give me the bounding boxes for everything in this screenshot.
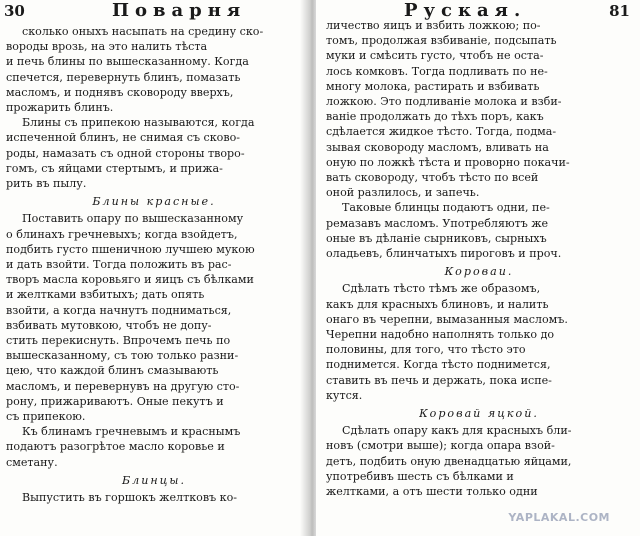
- text-line: зывая сковороду масломъ, вливать на: [326, 140, 549, 154]
- text-line: вышесказанному, съ тою только разни-: [6, 349, 239, 363]
- text-line: прожарить блинъ.: [6, 101, 114, 115]
- text-line: онаго въ черепни, вымазанныя масломъ.: [326, 312, 568, 326]
- text-line: подбить густо пшеничною лучшею мукою: [6, 242, 255, 256]
- text-line: кутся.: [326, 388, 363, 402]
- text-line: подаютъ разогрѣтое масло коровье и: [6, 440, 225, 454]
- right-page-number: 81: [609, 2, 630, 20]
- text-line: оладьевъ, блинчатыхъ пироговъ и проч.: [326, 247, 562, 261]
- text-line: томъ, продолжая взбиваніе, подсыпать: [326, 34, 557, 48]
- text-line: поднимется. Когда тѣсто поднимется,: [326, 358, 551, 372]
- left-page-number: 30: [4, 2, 25, 20]
- text-line: Черепни надобно наполнять только до: [326, 328, 555, 342]
- text-line: ложкою. Это подливаніе молока и взби-: [326, 95, 562, 109]
- text-line: ремазавъ масломъ. Употребляютъ же: [326, 216, 549, 230]
- paragraph: [326, 200, 632, 261]
- text-line: съ припекою.: [6, 410, 86, 424]
- text-line: сдѣлается жидкое тѣсто. Тогда, подма-: [326, 125, 557, 139]
- text-line: многу молока, растирать и взбивать: [326, 79, 540, 93]
- text-line: оную по ложкѣ тѣста и проворно покачи-: [326, 155, 570, 169]
- text-line: рону, прижариваютъ. Оные пекутъ и: [6, 394, 224, 408]
- section-heading: Коровай яцкой.: [419, 407, 539, 421]
- text-line: Къ блинамъ гречневымъ и краснымъ: [22, 425, 241, 439]
- text-line: оной разлилось, и запечь.: [326, 186, 480, 200]
- left-page-text: [6, 24, 302, 505]
- text-line: Сдѣлать тѣсто тѣмъ же образомъ,: [342, 282, 541, 296]
- text-line: масломъ, и поднявъ сковороду вверхъ,: [6, 85, 234, 99]
- left-page: [0, 0, 314, 536]
- text-line: рить въ пылу.: [6, 177, 87, 191]
- text-line: какъ для красныхъ блиновъ, и налить: [326, 297, 549, 311]
- text-line: лось комковъ. Тогда подливать по не-: [326, 64, 548, 78]
- text-line: испеченной блинъ, не снимая съ сково-: [6, 131, 241, 145]
- text-line: сколько оныхъ насыпать на средину ско-: [22, 25, 264, 38]
- paragraph: [6, 115, 302, 191]
- text-line: детъ, подбить оную двенадцатью яйцами,: [326, 454, 572, 468]
- paragraph: [326, 281, 632, 403]
- text-line: употребивъ шесть съ бѣлками и: [326, 469, 514, 483]
- right-page-text: [326, 18, 632, 499]
- watermark-text: YAPLAKAL.COM: [508, 511, 610, 524]
- text-line: стить перекиснуть. Впрочемъ печь по: [6, 334, 231, 348]
- text-line: вать сковороду, чтобъ тѣсто по всей: [326, 171, 539, 185]
- text-line: о блинахъ гречневыхъ; когда взойдетъ,: [6, 227, 238, 241]
- right-page: [316, 0, 640, 536]
- paragraph: [326, 423, 632, 499]
- text-line: роды, намазать съ одной стороны творо-: [6, 146, 245, 160]
- left-running-head: Поварня: [112, 0, 247, 21]
- text-line: оные въ дѣланіе сырниковъ, сырныхъ: [326, 231, 547, 245]
- text-line: желтками, а отъ шести только одни: [326, 485, 538, 499]
- paragraph: [6, 211, 302, 424]
- text-line: Таковые блинцы подаютъ одни, пе-: [342, 201, 550, 215]
- text-line: Поставить опару по вышесказанному: [22, 212, 244, 226]
- text-line: цею, что каждой блинъ смазывають: [6, 364, 219, 378]
- paragraph: [6, 24, 302, 115]
- text-line: взбивать мутовкою, чтобъ не допу-: [6, 318, 212, 332]
- text-line: спечется, перевернуть блинъ, помазать: [6, 70, 241, 84]
- right-running-head: Руская.: [404, 0, 527, 21]
- text-line: творъ масла коровьяго и яицъ съ бѣлками: [6, 273, 254, 287]
- paragraph: [6, 490, 302, 505]
- text-line: и печь блины по вышесказанному. Когда: [6, 55, 249, 69]
- text-line: вороды врозь, на это налить тѣста: [6, 40, 208, 54]
- left-page-header: [0, 0, 314, 22]
- text-line: гомъ, съ яйцами стертымъ, и прижа-: [6, 161, 223, 175]
- paragraph: [6, 424, 302, 470]
- text-line: ставить въ печь и держать, пока испе-: [326, 373, 552, 387]
- text-line: Сдѣлать опару какъ для красныхъ бли-: [342, 424, 572, 438]
- section-heading: Короваи.: [444, 265, 514, 279]
- text-line: и желтками взбитыхъ; дать опять: [6, 288, 205, 302]
- text-line: масломъ, и перевернувъ на другую сто-: [6, 379, 240, 393]
- section-heading: Блинцы.: [122, 473, 186, 487]
- text-line: сметану.: [6, 455, 58, 469]
- text-line: муки и смѣсить густо, чтобъ не оста-: [326, 49, 544, 63]
- text-line: Выпустить въ горшокъ желтковъ ко-: [22, 491, 238, 505]
- text-line: личество яицъ и взбить ложкою; по-: [326, 19, 541, 32]
- text-line: новъ (смотри выше); когда опара взой-: [326, 439, 555, 453]
- text-line: Блины съ припекою называются, когда: [22, 116, 255, 130]
- text-line: половины, для того, что тѣсто это: [326, 343, 526, 357]
- section-heading: Блины красные.: [92, 195, 216, 209]
- text-line: и дать взойти. Тогда положить въ рас-: [6, 258, 232, 272]
- paragraph-continued: [326, 18, 632, 200]
- text-line: взойти, а когда начнутъ подниматься,: [6, 303, 232, 317]
- text-line: ваніе продолжать до тѣхъ поръ, какъ: [326, 110, 544, 124]
